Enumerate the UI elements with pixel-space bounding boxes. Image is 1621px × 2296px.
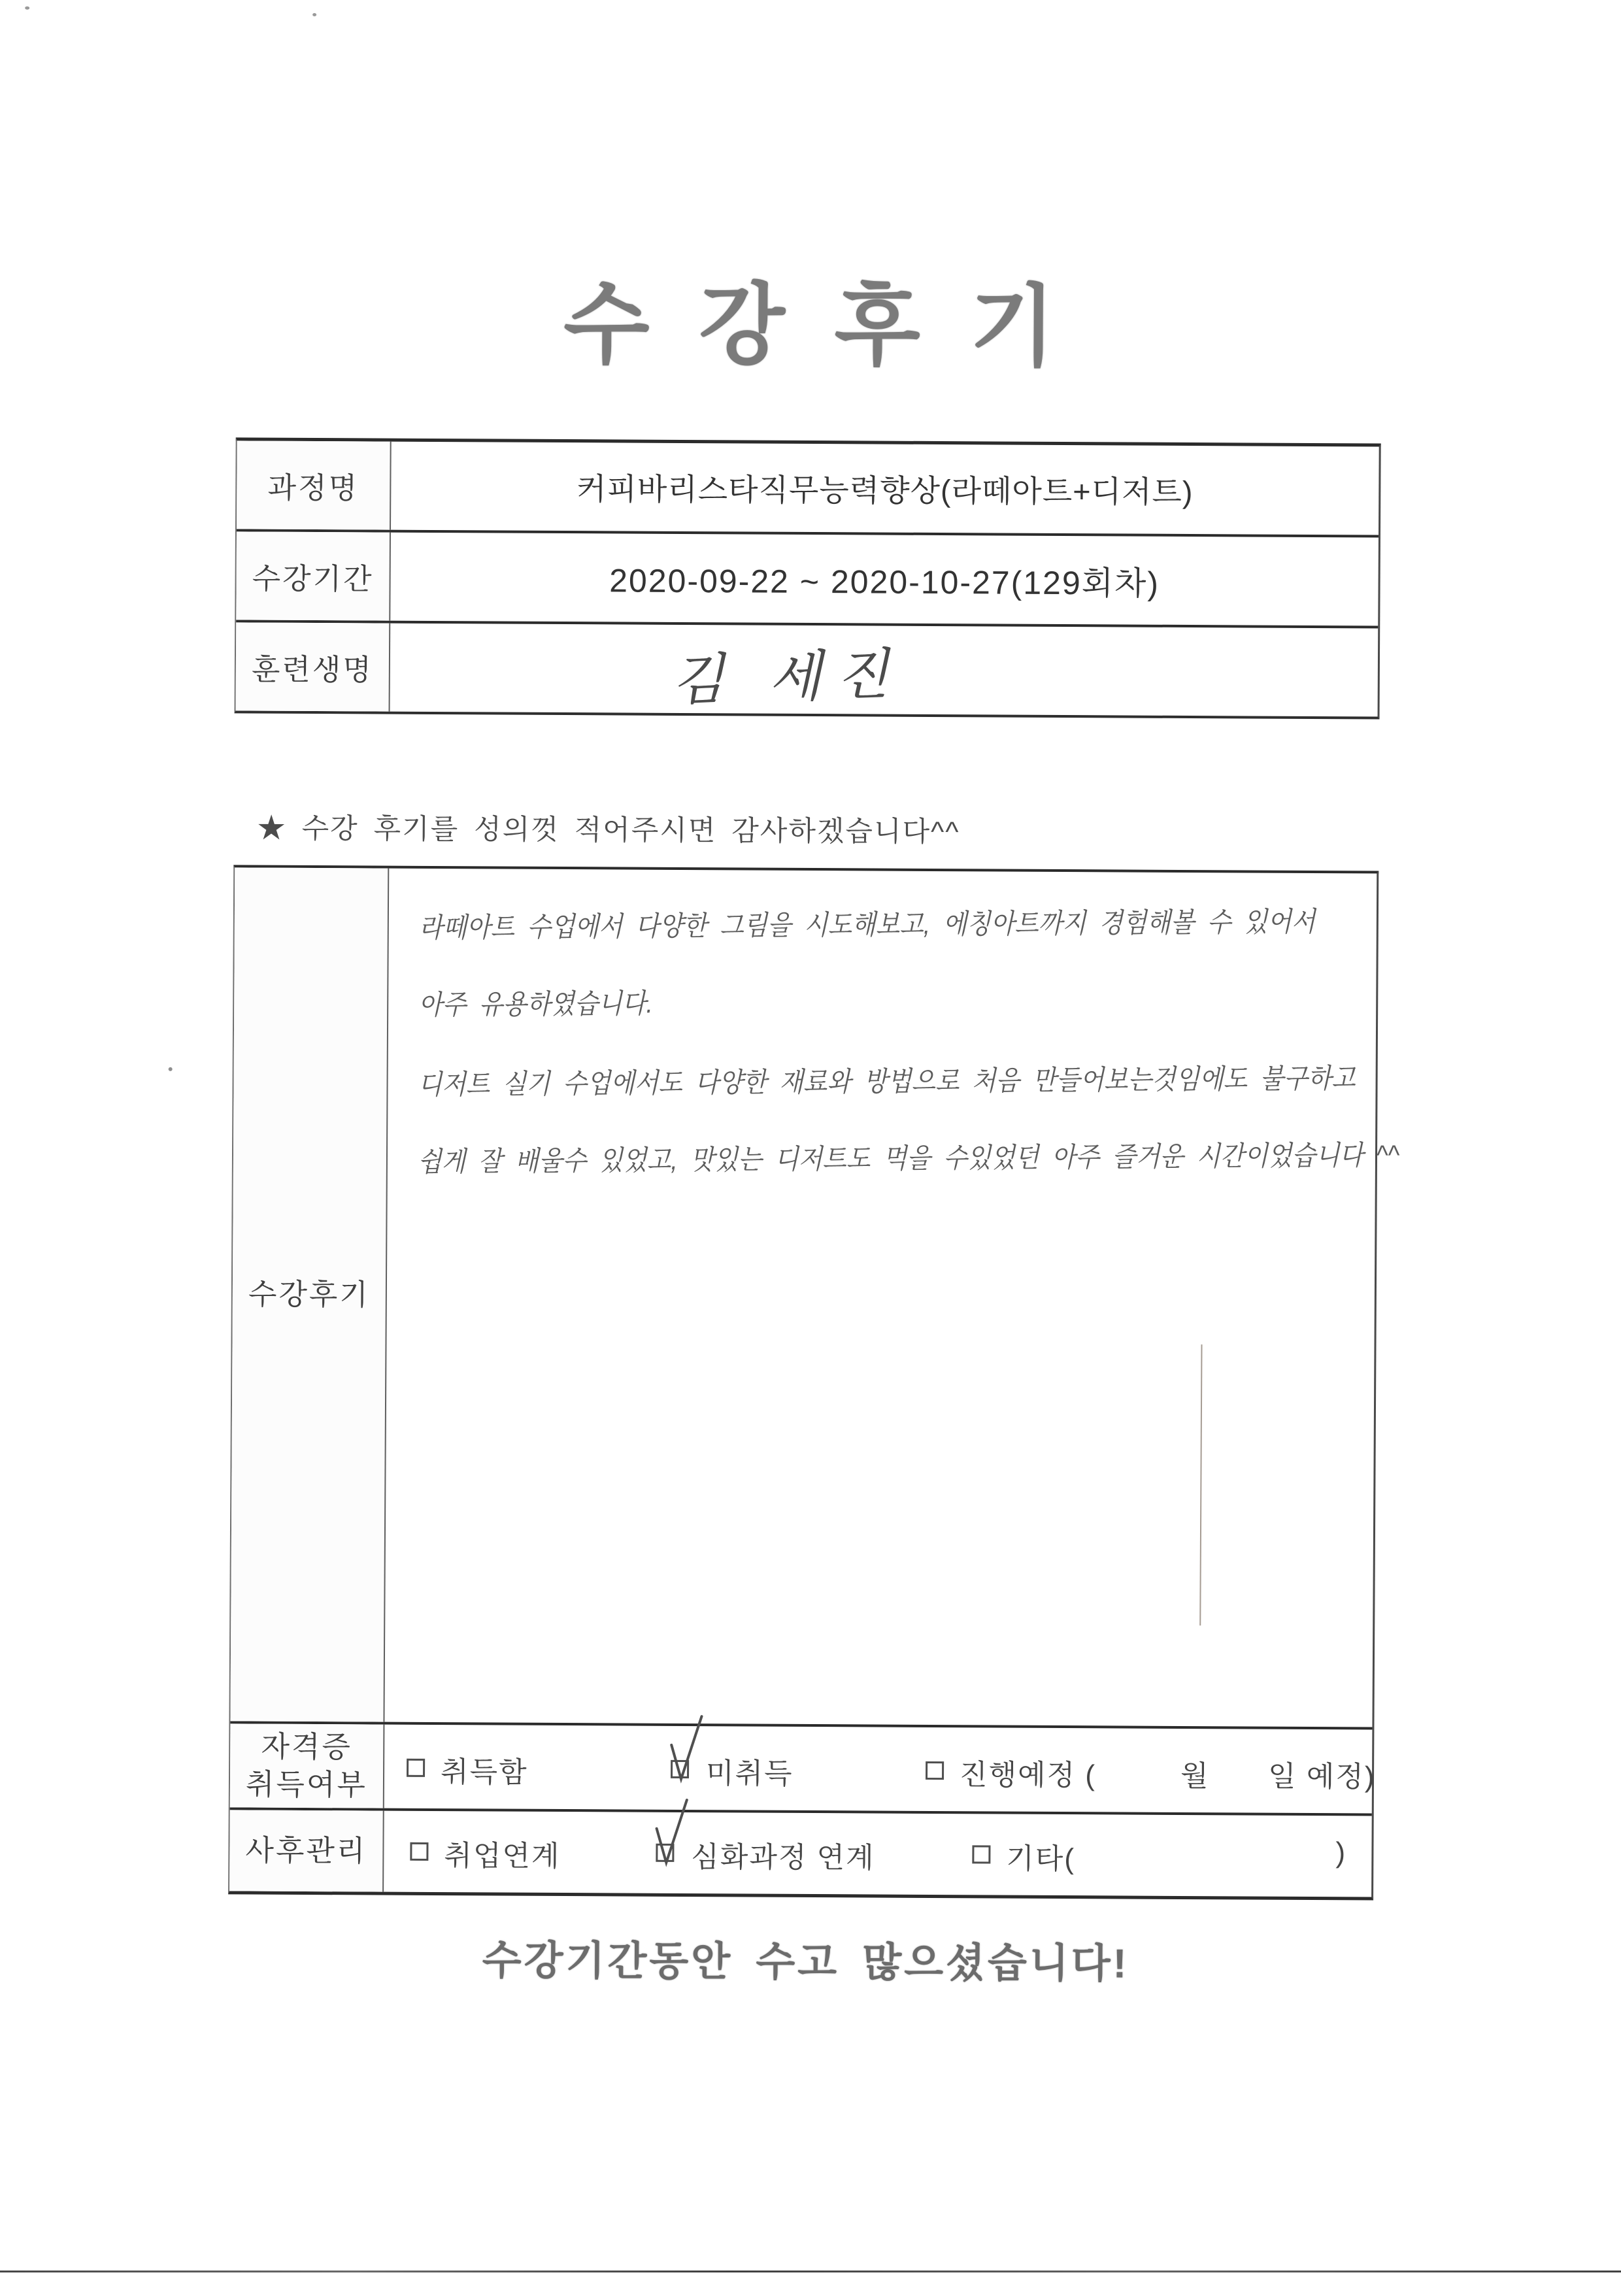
table-row (237, 441, 1379, 537)
checkbox-acquired (407, 1759, 425, 1777)
trainee-name-handwritten: 김 세진 (670, 642, 905, 712)
option-other-label: 기타( (1006, 1842, 1076, 1876)
option-employment-label: 취업연계 (444, 1840, 561, 1873)
checkbox-planned (926, 1761, 944, 1780)
checkbox-advanced-course (656, 1844, 674, 1862)
planned-day-label: 일 예정) (1267, 1760, 1376, 1793)
handwritten-line: 디저트 실기 수업에서도 다양한 재료와 방법으로 처음 만들어보는것임에도 불구하고 (418, 1062, 1356, 1100)
table-row (236, 531, 1379, 628)
review-row (230, 867, 1400, 1729)
handwritten-line: 쉽게 잘 배울수 있었고, 맛있는 디저트도 먹을 수있었던 아주 즐거운 시간이었습니다 ^^ (417, 1139, 1400, 1177)
review-content-cell (384, 869, 1400, 1727)
checkbox-not-acquired (671, 1760, 689, 1778)
handwritten-checkmark-icon (652, 1796, 691, 1865)
other-close-paren: ) (1335, 1837, 1347, 1869)
certificate-label-line2: 취득여부 (245, 1767, 368, 1802)
certificate-row (230, 1723, 1376, 1816)
aftercare-options-cell (384, 1811, 1372, 1897)
review-label: 수강후기 (230, 867, 389, 1722)
planned-month-label: 월 (1180, 1759, 1210, 1793)
scan-edge-line (0, 2271, 1621, 2272)
certificate-label (230, 1723, 385, 1808)
scan-speck (169, 1067, 173, 1071)
checkbox-employment-link (410, 1842, 428, 1861)
scan-speck (312, 13, 316, 16)
handwritten-line: 라떼아트 수업에서 다양한 그림을 시도해보고, 에칭아트까지 경험해볼 수 있어서 (418, 906, 1316, 943)
table-row (236, 622, 1379, 716)
note-text: ★ 수강 후기를 성의껏 적어주시면 감사하겠습니다^^ (257, 812, 960, 848)
checkbox-other (972, 1845, 990, 1863)
course-period-label: 수강기간 (236, 531, 391, 620)
course-info-table (235, 437, 1381, 719)
handwritten-checkmark-icon (667, 1712, 706, 1782)
scan-speck (25, 7, 29, 10)
scan-artifact-vertical-line (1199, 1344, 1202, 1625)
course-name-label: 과정명 (237, 441, 392, 529)
certificate-label-line1: 자격증 (261, 1729, 353, 1764)
certificate-options-cell (384, 1725, 1376, 1814)
course-name-value: 커피바리스타직무능력향상(라떼아트+디저트) (577, 471, 1194, 510)
footer-text: 수강기간동안 수고 많으셨습니다! (482, 1938, 1129, 1987)
review-table (228, 865, 1400, 1900)
handwritten-line: 아주 유용하였습니다. (418, 988, 654, 1020)
aftercare-label: 사후관리 (229, 1810, 384, 1891)
option-planned-label: 진행예정 ( (959, 1759, 1097, 1792)
document-title: 수 강 후 기 (563, 275, 1065, 377)
trainee-name-label: 훈련생명 (236, 622, 391, 711)
option-acquired-label: 취득함 (440, 1756, 528, 1789)
option-not-acquired-label: 미취득 (705, 1757, 794, 1790)
aftercare-row (229, 1810, 1372, 1897)
option-advanced-label: 심화과정 연계 (691, 1841, 875, 1874)
course-period-value: 2020-09-22 ~ 2020-10-27(129회차) (609, 561, 1160, 602)
